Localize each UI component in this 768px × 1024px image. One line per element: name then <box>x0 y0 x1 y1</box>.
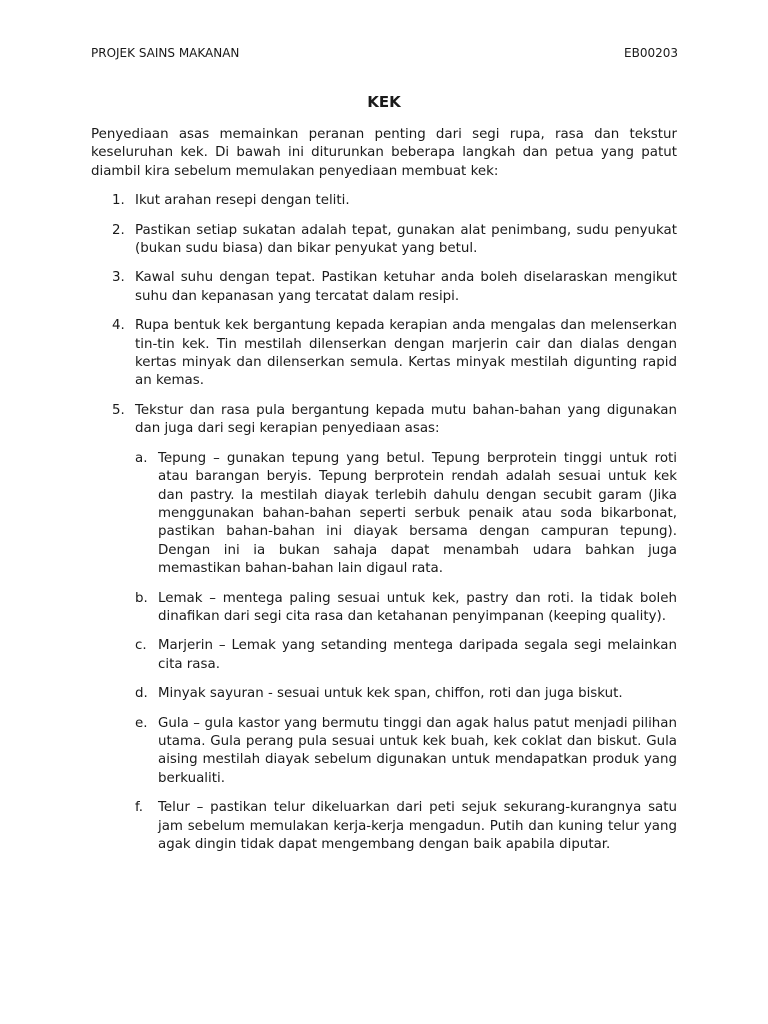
list-item-text: Pastikan setiap sukatan adalah tepat, gunakan alat penimbang, sudu penyukat (bukan sudu biasa) dan bikar penyukat yang betul. <box>135 222 677 257</box>
list-item-text: Rupa bentuk kek bergantung kepada kerapian anda mengalas dan melenserkan tin-tin kek. Tin mestilah dilenserkan dengan marjerin cair dan dialas dengan kertas minyak dan dilenserkan semula. Kertas minyak mestilah digunting rapid an kemas. <box>135 318 677 389</box>
sub-list-item-text: Marjerin – Lemak yang setanding mentega daripada segala segi melainkan cita rasa. <box>158 638 677 672</box>
sub-list-item-d <box>135 685 677 703</box>
list-marker: 1. <box>112 193 125 209</box>
list-item-text: Kawal suhu dengan tepat. Pastikan ketuhar anda boleh diselaraskan mengikut suhu dan kepanasan yang tercatat dalam resipi. <box>135 270 677 304</box>
sub-list-item-text: Minyak sayuran - sesuai untuk kek span, chiffon, roti dan juga biskut. <box>158 686 623 702</box>
list-marker: 2. <box>112 222 125 238</box>
sub-list-marker: d. <box>135 686 148 702</box>
list-marker: 5. <box>112 402 125 418</box>
sub-list-item-text: Lemak – mentega paling sesuai untuk kek, pastry dan roti. Ia tidak boleh dinafikan dari segi cita rasa dan ketahanan penyimpanan (keeping quality). <box>158 590 677 624</box>
list-item-text: Tekstur dan rasa pula bergantung kepada mutu bahan-bahan yang digunakan dan juga dari segi kerapian penyediaan asas: <box>135 402 677 437</box>
list-item-3 <box>91 269 677 306</box>
list-marker: 4. <box>112 318 125 334</box>
sub-list-item-b <box>135 590 677 627</box>
page-header <box>91 44 678 62</box>
document-title: KEK <box>367 93 401 111</box>
intro-paragraph: Penyediaan asas memainkan peranan penting dari segi rupa, rasa dan tekstur keseluruhan kek. Di bawah ini diturunkan beberapa langkah dan petua yang patut diambil kira sebelum memulakan penyediaan membuat kek: <box>91 127 677 179</box>
list-item-5 <box>91 402 677 439</box>
header-course-title: PROJEK SAINS MAKANAN <box>91 46 240 60</box>
sub-list-item-text: Telur – pastikan telur dikeluarkan dari peti sejuk sekurang-kurangnya satu jam sebelum memulakan kerja-kerja mengadun. Putih dan kuning telur yang agak dingin tidak dapat mengembang dengan baik apabila diputar. <box>158 800 677 852</box>
sub-list-marker: e. <box>135 715 148 731</box>
list-item-1 <box>91 192 677 210</box>
list-item-text: Ikut arahan resepi dengan teliti. <box>135 193 350 209</box>
sub-list-item-e <box>135 715 677 789</box>
list-item-2 <box>91 222 677 259</box>
sub-list-marker: c. <box>135 638 147 654</box>
sub-list <box>91 450 677 855</box>
sub-list-item-f <box>135 799 677 854</box>
document-body <box>91 126 677 854</box>
sub-list-marker: f. <box>135 800 143 816</box>
sub-list-item-text: Gula – gula kastor yang bermutu tinggi dan agak halus patut menjadi pilihan utama. Gula perang pula sesuai untuk kek buah, kek coklat dan biskut. Gula aising mestilah diayak sebelum digunakan untuk mendapatkan produk yang berkualiti. <box>158 715 677 786</box>
sub-list-item-a <box>135 450 677 579</box>
list-marker: 3. <box>112 270 125 286</box>
sub-list-marker: a. <box>135 450 148 466</box>
sub-list-item-c <box>135 637 677 674</box>
list-item-4 <box>91 317 677 391</box>
sub-list-marker: b. <box>135 590 148 606</box>
sub-list-item-text: Tepung – gunakan tepung yang betul. Tepung berprotein tinggi untuk roti atau barangan beryis. Tepung berprotein rendah adalah sesuai untuk kek dan pastry. Ia mestilah diayak terlebih dahulu dengan secubit garam (Jika menggunakan bahan-bahan seperti serbuk penaik atau soda bikarbonat, pastikan bahan-bahan ini diayak bersama dengan campuran tepung). Dengan ini ia bukan sahaja dapat menambah udara bahkan juga memastikan bahan-bahan lain digaul rata. <box>158 450 677 577</box>
header-course-code: EB00203 <box>624 46 678 60</box>
